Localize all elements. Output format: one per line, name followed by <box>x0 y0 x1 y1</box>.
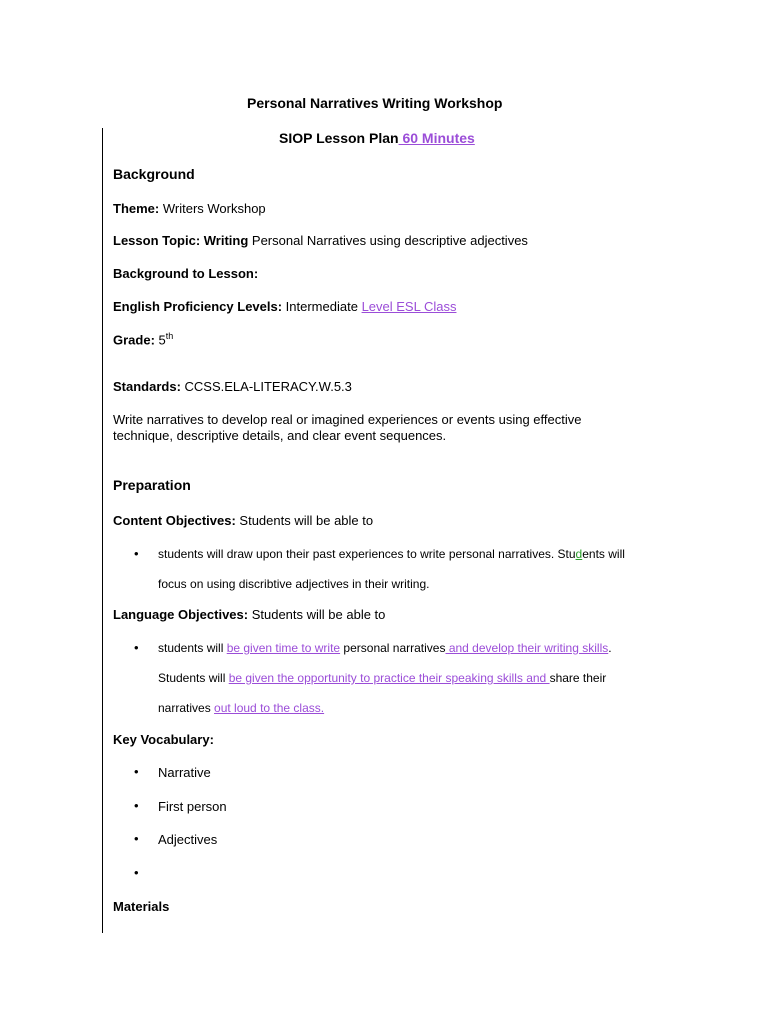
bullet-icon: • <box>134 798 139 813</box>
vocab-item: First person <box>158 799 227 814</box>
standards-line <box>113 379 352 394</box>
proficiency-value: Intermediate <box>282 299 362 314</box>
content-objectives-line <box>113 513 373 528</box>
change-bar <box>102 128 103 933</box>
language-bullet-line2: Students will be given the opportunity to practice their speaking skills and share their <box>158 671 607 685</box>
theme-value: Writers Workshop <box>159 201 266 216</box>
document-title: Personal Narratives Writing Workshop <box>247 95 503 111</box>
theme-line <box>113 201 266 216</box>
preparation-heading: Preparation <box>113 477 191 493</box>
topic-label: Lesson Topic: Writing <box>113 233 249 248</box>
subtitle-prefix: SIOP Lesson Plan <box>279 130 399 146</box>
language-bullet-line1: students will be given time to write personal narratives and develop their writing skills. <box>158 641 612 655</box>
background-heading: Background <box>113 166 195 182</box>
bullet-icon: • <box>134 764 139 779</box>
proficiency-line <box>113 299 456 314</box>
topic-line <box>113 233 528 248</box>
bullet-icon: • <box>134 865 139 880</box>
topic-value: Personal Narratives using descriptive adjectives <box>248 233 528 248</box>
content-bullet-line2: focus on using discribtive adjectives in their writing. <box>158 577 430 591</box>
standards-value: CCSS.ELA-LITERACY.W.5.3 <box>180 379 352 394</box>
grade-label: Grade: <box>113 332 155 348</box>
standards-text-line2: technique, descriptive details, and clear event sequences. <box>113 428 447 443</box>
materials-label: Materials <box>113 899 170 914</box>
language-objectives-line <box>113 607 385 622</box>
language-bullet-line3: narratives out loud to the class. <box>158 701 325 715</box>
bullet-icon: • <box>134 640 139 655</box>
bullet-icon: • <box>134 546 139 561</box>
language-objectives-label: Language Objectives: <box>113 607 249 622</box>
proficiency-inserted: Level ESL Class <box>361 299 457 314</box>
content-bullet-line1: students will draw upon their past experiences to write personal narratives. Students will <box>158 547 625 561</box>
vocabulary-label: Key Vocabulary: <box>113 732 214 747</box>
content-objectives-label: Content Objectives: <box>113 513 236 528</box>
proficiency-label: English Proficiency Levels: <box>113 299 283 314</box>
green-insert: d <box>575 547 583 561</box>
theme-label: Theme: <box>113 201 160 216</box>
subtitle-inserted: 60 Minutes <box>398 130 475 146</box>
grade-line <box>113 331 173 347</box>
standards-text-line1: Write narratives to develop real or imagined experiences or events using effective <box>113 412 582 427</box>
background-lesson-label: Background to Lesson: <box>113 266 259 281</box>
document-subtitle <box>279 130 475 146</box>
vocab-item: Adjectives <box>158 832 218 847</box>
vocab-item: Narrative <box>158 765 211 780</box>
grade-value: 5 <box>154 332 166 348</box>
standards-label: Standards: <box>113 379 181 394</box>
content-objectives-value: Students will be able to <box>235 513 374 528</box>
grade-sup: th <box>165 331 174 341</box>
bullet-icon: • <box>134 831 139 846</box>
language-objectives-value: Students will be able to <box>248 607 386 622</box>
